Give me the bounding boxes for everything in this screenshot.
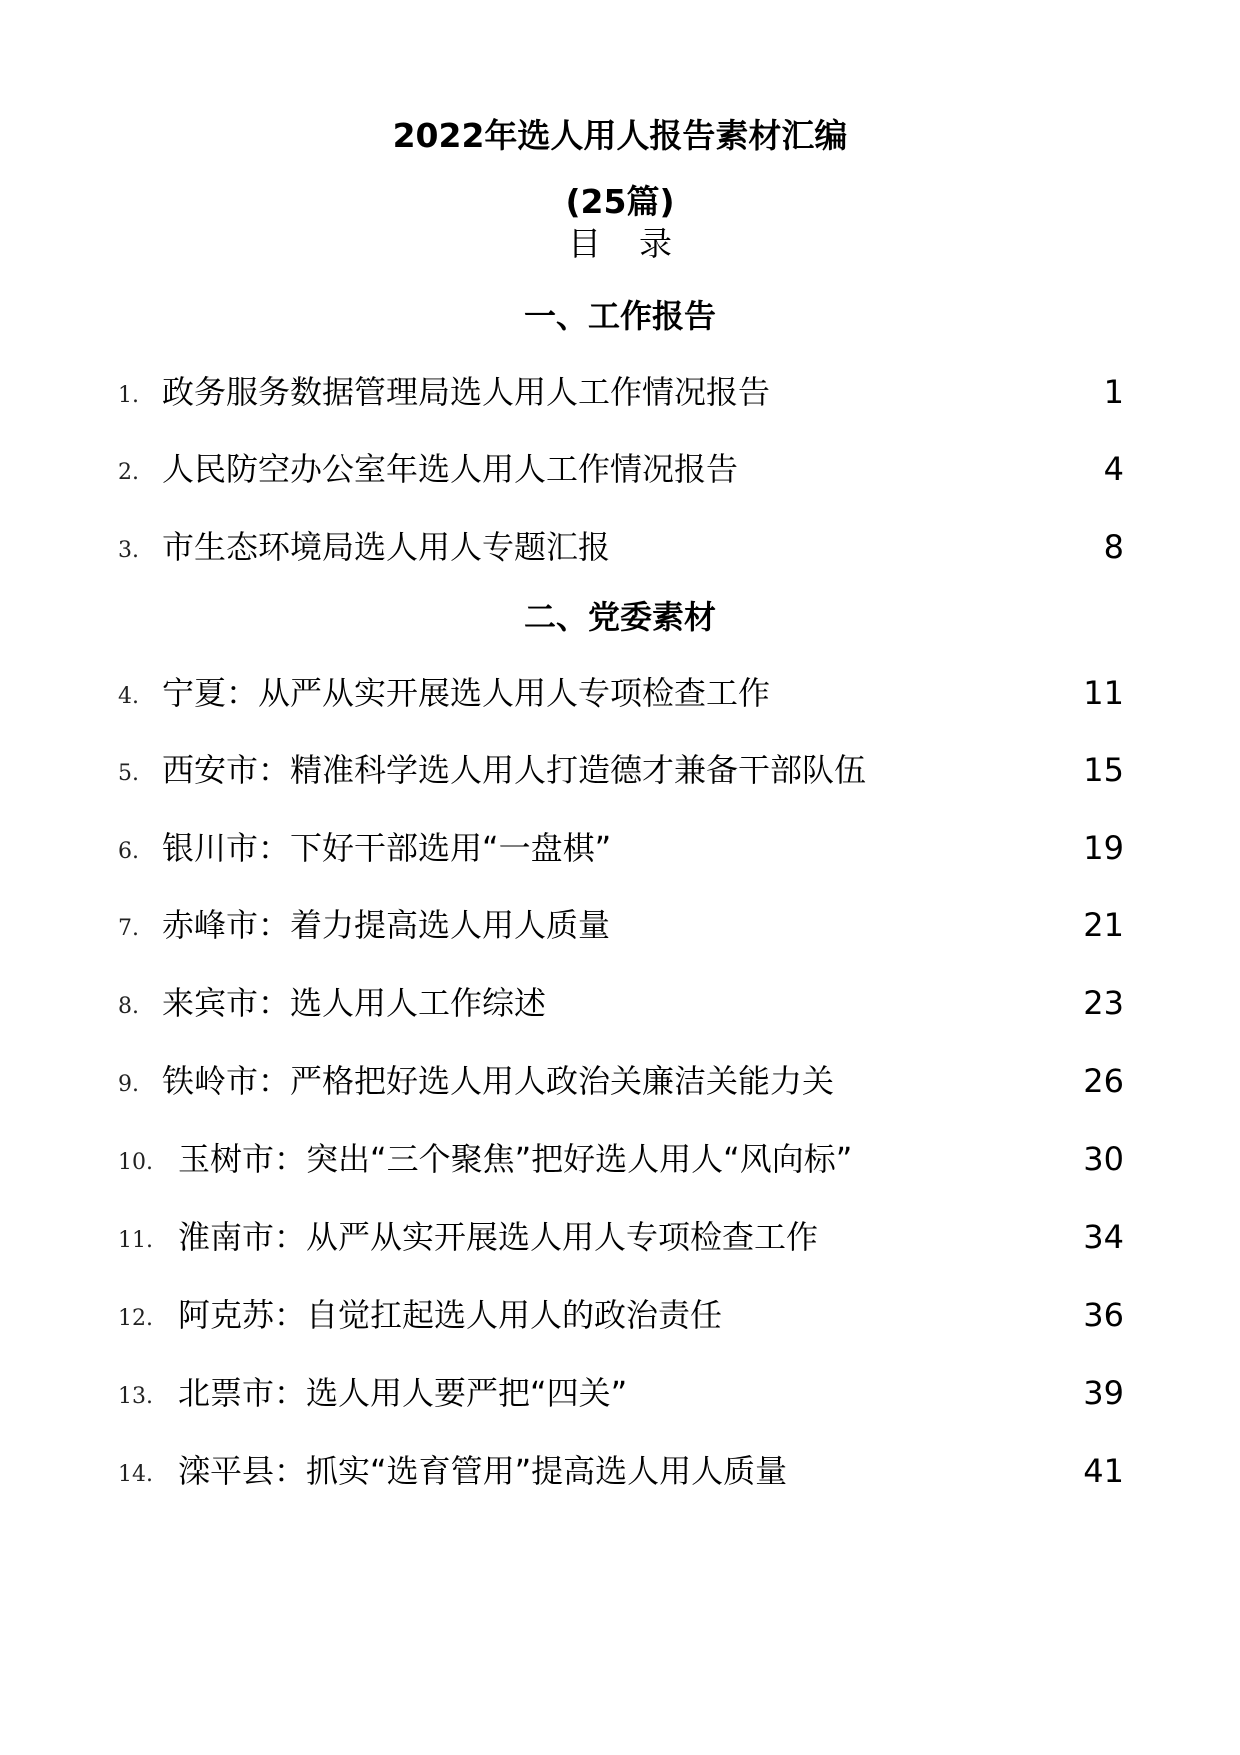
entry-title[interactable]: 铁岭市：严格把好选人用人政治关廉洁关能力关 <box>162 1062 835 1100</box>
toc-entry[interactable] <box>118 1295 1124 1335</box>
section-heading-work-reports: 一、工作报告 <box>523 297 716 335</box>
section-heading-party-materials: 二、党委素材 <box>523 598 716 636</box>
entry-page-number: 19 <box>1083 829 1124 867</box>
entry-page-number: 8 <box>1103 528 1124 566</box>
toc-entry[interactable] <box>118 372 1124 412</box>
toc-entry[interactable] <box>118 828 1124 868</box>
entry-title[interactable]: 阿克苏：自觉扛起选人用人的政治责任 <box>178 1296 723 1334</box>
entry-number: 14. <box>118 1462 153 1487</box>
toc-entry[interactable] <box>118 905 1124 945</box>
entry-page-number: 34 <box>1083 1218 1124 1256</box>
entry-page-number: 4 <box>1103 450 1124 488</box>
toc-entry[interactable] <box>118 449 1124 489</box>
entry-title[interactable]: 来宾市：选人用人工作综述 <box>162 984 547 1022</box>
entry-title[interactable]: 滦平县：抓实“选育管用”提高选人用人质量 <box>178 1452 788 1490</box>
entry-page-number: 26 <box>1083 1062 1124 1100</box>
entry-page-number: 11 <box>1083 674 1124 712</box>
entry-title[interactable]: 西安市：精准科学选人用人打造德才兼备干部队伍 <box>162 751 867 789</box>
toc-entry[interactable] <box>118 1217 1124 1257</box>
toc-entry[interactable] <box>118 1373 1124 1413</box>
entry-page-number: 39 <box>1083 1374 1124 1412</box>
entry-page-number: 15 <box>1083 751 1124 789</box>
entry-number: 12. <box>118 1306 153 1331</box>
entry-page-number: 21 <box>1083 906 1124 944</box>
entry-number: 13. <box>118 1384 153 1409</box>
entry-page-number: 23 <box>1083 984 1124 1022</box>
toc-entry[interactable] <box>118 1139 1124 1179</box>
entry-title[interactable]: 淮南市：从严从实开展选人用人专项检查工作 <box>178 1218 819 1256</box>
entry-title[interactable]: 人民防空办公室年选人用人工作情况报告 <box>162 450 739 488</box>
entry-title[interactable]: 宁夏：从严从实开展选人用人专项检查工作 <box>162 674 771 712</box>
entry-number: 6. <box>118 839 139 864</box>
entry-title[interactable]: 玉树市：突出“三个聚焦”把好选人用人“风向标” <box>178 1140 853 1178</box>
entry-number: 4. <box>118 684 139 709</box>
entry-title[interactable]: 政务服务数据管理局选人用人工作情况报告 <box>162 373 771 411</box>
entry-page-number: 41 <box>1083 1452 1124 1490</box>
toc-entry[interactable] <box>118 1451 1124 1491</box>
entry-number: 3. <box>118 538 139 563</box>
toc-entry[interactable] <box>118 750 1124 790</box>
entry-page-number: 30 <box>1083 1140 1124 1178</box>
entry-page-number: 36 <box>1083 1296 1124 1334</box>
entry-number: 1. <box>118 383 139 408</box>
entry-title[interactable]: 银川市：下好干部选用“一盘棋” <box>162 829 612 867</box>
entry-number: 8. <box>118 994 139 1019</box>
toc-entry[interactable] <box>118 527 1124 567</box>
document-title: 2022年选人用人报告素材汇编 <box>392 116 848 155</box>
toc-entry[interactable] <box>118 983 1124 1023</box>
entry-number: 10. <box>118 1150 153 1175</box>
document-subtitle: (25篇) <box>565 182 675 221</box>
toc-heading: 目录 <box>568 224 710 263</box>
entry-number: 11. <box>118 1228 153 1253</box>
entry-title[interactable]: 北票市：选人用人要严把“四关” <box>178 1374 628 1412</box>
toc-entry[interactable] <box>118 673 1124 713</box>
entry-number: 7. <box>118 916 139 941</box>
entry-number: 5. <box>118 761 139 786</box>
entry-number: 2. <box>118 460 139 485</box>
entry-title[interactable]: 市生态环境局选人用人专题汇报 <box>162 528 611 566</box>
entry-page-number: 1 <box>1103 373 1124 411</box>
entry-number: 9. <box>118 1072 139 1097</box>
entry-title[interactable]: 赤峰市：着力提高选人用人质量 <box>162 906 611 944</box>
toc-entry[interactable] <box>118 1061 1124 1101</box>
